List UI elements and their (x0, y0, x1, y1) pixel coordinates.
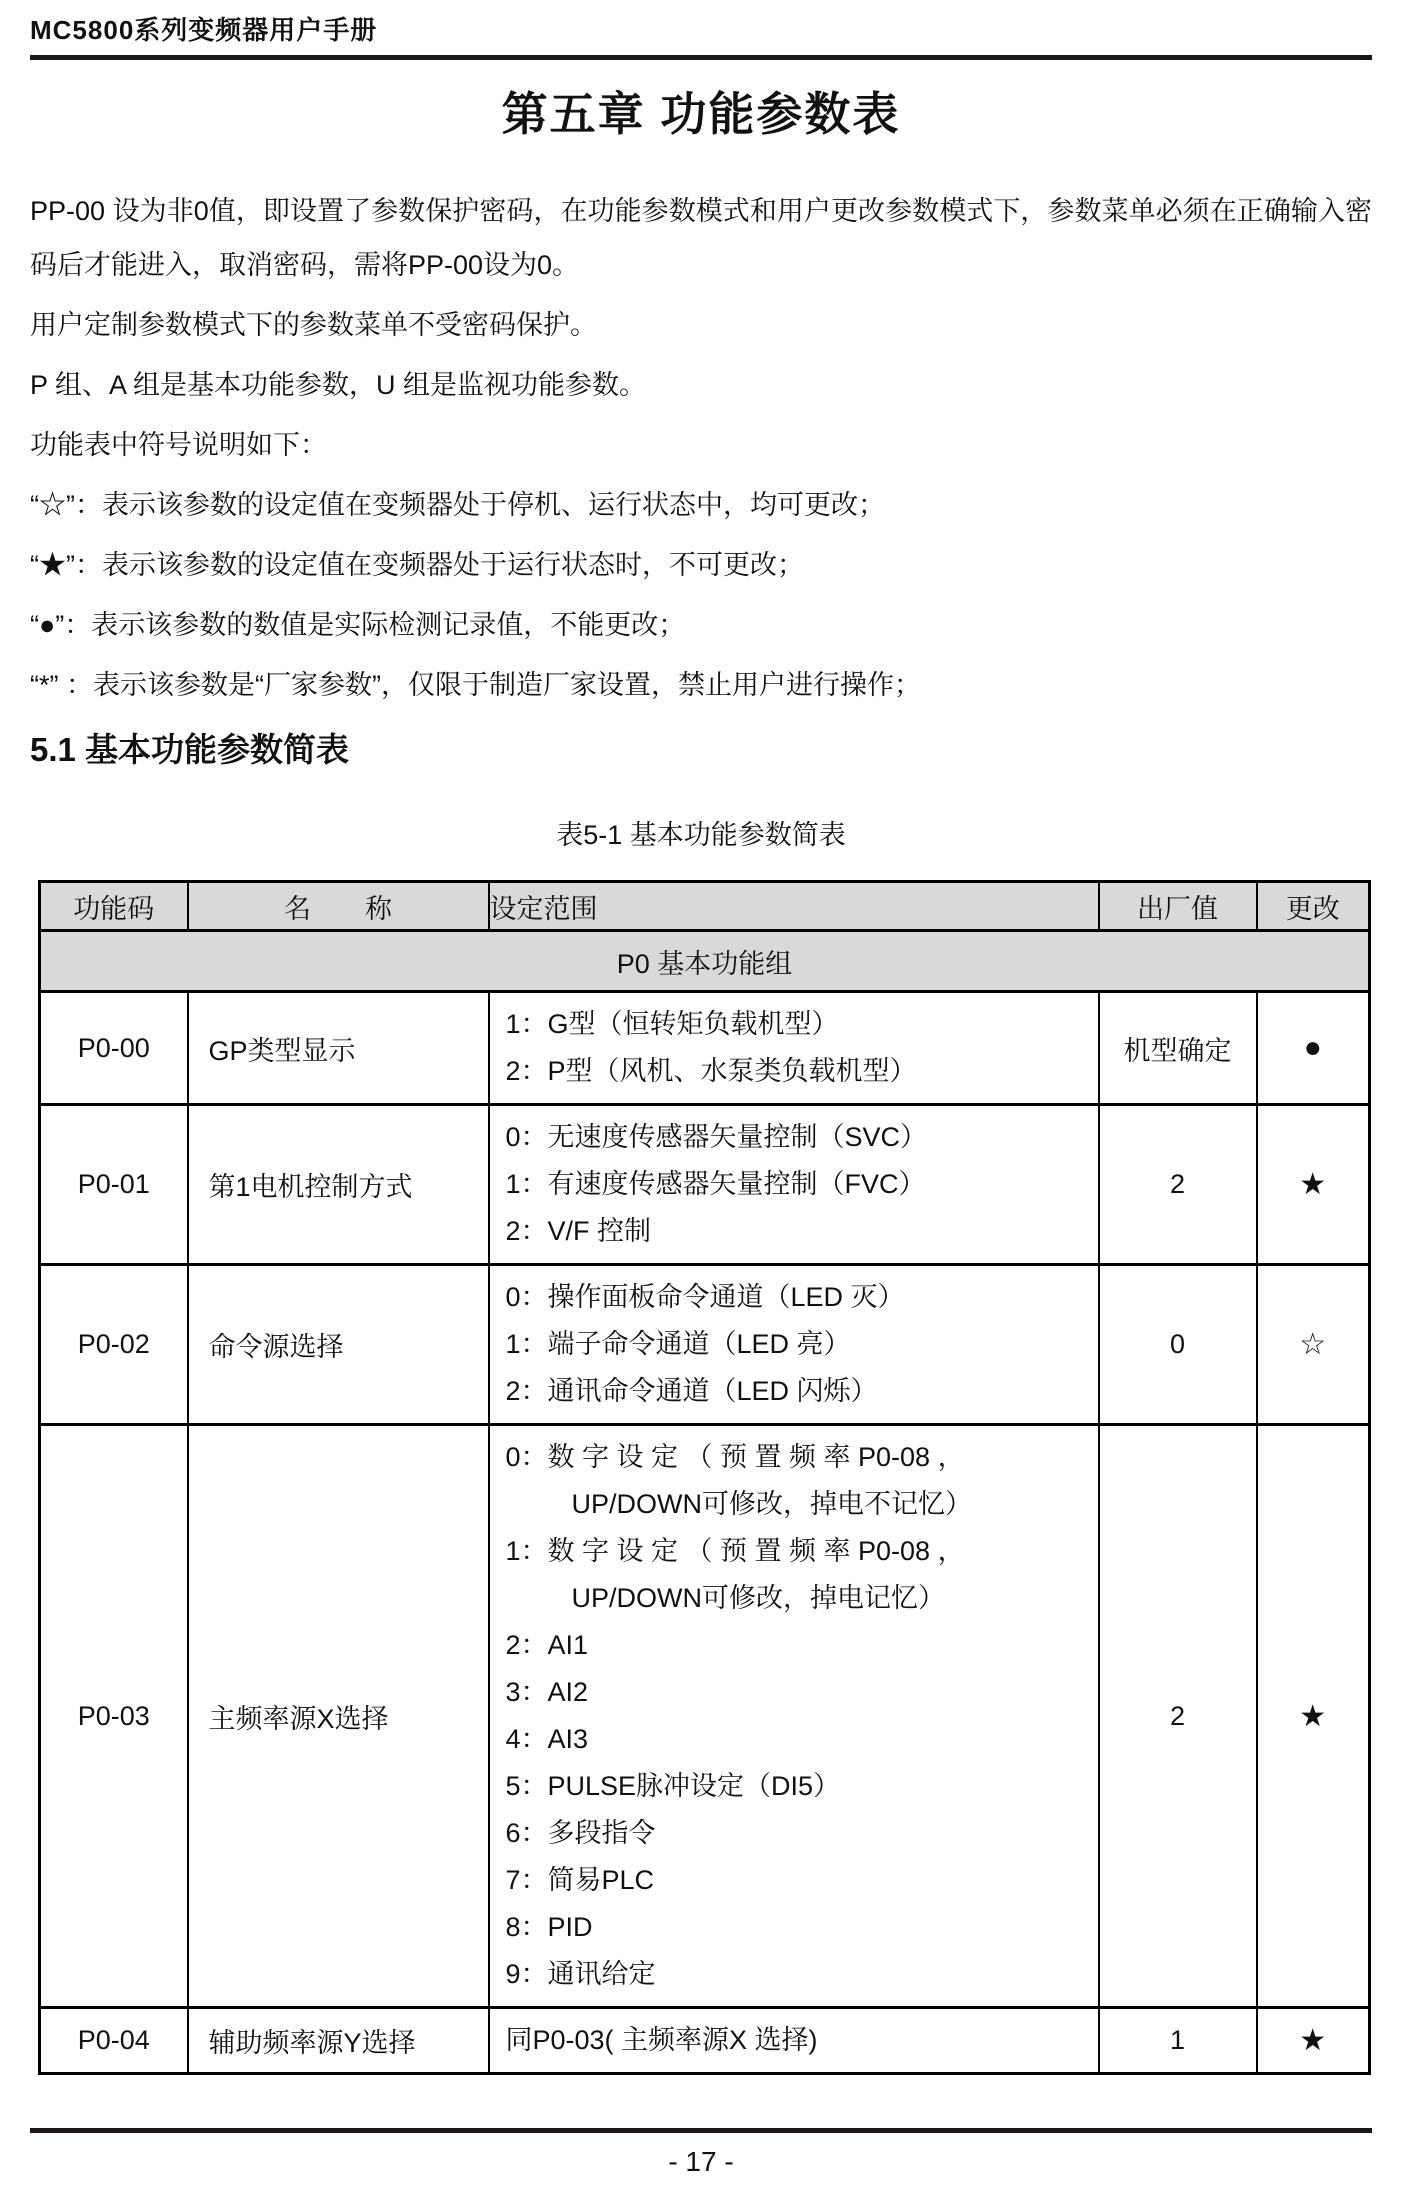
chapter-title: 第五章 功能参数表 (501, 88, 901, 140)
range-option-line: 1：端子命令通道（LED 亮） (505, 1329, 851, 1359)
paragraph: “●”：表示该参数的数值是实际检测记录值，不能更改； (30, 610, 686, 640)
change-flag-cell: ★ (1257, 1105, 1370, 1265)
doc-header-title: MC5800系列变频器用户手册 (30, 15, 378, 45)
intro-paragraphs (30, 184, 1372, 712)
range-option-line: 5：PULSE脉冲设定（DI5） (505, 1771, 841, 1801)
header-rule (30, 55, 1372, 60)
param-range-cell (489, 2008, 1099, 2074)
range-option-line: 2：V/F 控制 (505, 1216, 652, 1246)
change-flag-cell: ★ (1257, 2008, 1370, 2074)
table-row (40, 1425, 1370, 2008)
range-option-line: 9：通讯给定 (505, 1959, 656, 1989)
param-name-cell: 辅助频率源Y选择 (188, 2008, 489, 2074)
range-option-line: 6：多段指令 (505, 1818, 656, 1848)
range-option-line: 1：数 字 设 定 （ 预 置 频 率 P0-08 ， (505, 1536, 965, 1566)
change-flag-cell: ☆ (1257, 1265, 1370, 1425)
table-row (40, 1265, 1370, 1425)
range-option-line: 2：AI1 (505, 1630, 589, 1660)
paragraph: “☆”：表示该参数的设定值在变频器处于停机、运行状态中，均可更改； (30, 490, 885, 520)
default-value-cell: 0 (1099, 1265, 1257, 1425)
range-option-line: 8：PID (505, 1912, 593, 1942)
param-code-cell: P0-01 (40, 1105, 188, 1265)
param-code-cell: P0-02 (40, 1265, 188, 1425)
param-name-cell: 命令源选择 (188, 1265, 489, 1425)
column-header-code: 功能码 (40, 882, 188, 931)
change-flag-cell: ★ (1257, 1425, 1370, 2008)
range-option-line: 0：无速度传感器矢量控制（SVC） (505, 1122, 928, 1152)
change-flag-cell: ● (1257, 992, 1370, 1105)
default-value-cell: 2 (1099, 1105, 1257, 1265)
param-name-cell: 主频率源X选择 (188, 1425, 489, 2008)
param-code-cell: P0-03 (40, 1425, 188, 2008)
range-option-line: 同P0-03( 主频率源X 选择) (505, 2025, 818, 2055)
default-value-cell: 机型确定 (1099, 992, 1257, 1105)
default-value-cell: 2 (1099, 1425, 1257, 2008)
range-option-line: UP/DOWN可修改，掉电记忆） (571, 1583, 945, 1613)
param-range-cell (489, 1105, 1099, 1265)
table-caption: 表5-1 基本功能参数简表 (556, 820, 846, 850)
paragraph: 用户定制参数模式下的参数菜单不受密码保护。 (30, 310, 597, 340)
paragraph: PP-00 设为非0值，即设置了参数保护密码，在功能参数模式和用户更改参数模式下，参数菜单必须在正确输入密码后才能进入，取消密码，需将PP-00设为0。 (30, 196, 1372, 280)
range-option-line: 0：操作面板命令通道（LED 灭） (505, 1282, 905, 1312)
default-value-cell: 1 (1099, 2008, 1257, 2074)
table-header-row (40, 882, 1370, 931)
section-heading: 5.1 基本功能参数简表 (30, 731, 350, 768)
range-option-line: 7：简易PLC (505, 1865, 655, 1895)
column-header-name: 名 称 (188, 882, 489, 931)
paragraph: P 组、A 组是基本功能参数，U 组是监视功能参数。 (30, 370, 647, 400)
range-option-line: 1：有速度传感器矢量控制（FVC） (505, 1169, 926, 1199)
range-option-line: 1：G型（恒转矩负载机型） (505, 1009, 839, 1039)
paragraph: 功能表中符号说明如下： (30, 430, 327, 460)
param-name-cell: 第1电机控制方式 (188, 1105, 489, 1265)
table-row (40, 2008, 1370, 2074)
table-row (40, 1105, 1370, 1265)
range-option-line: 3：AI2 (505, 1677, 589, 1707)
group-header-label: P0 基本功能组 (40, 931, 1370, 992)
column-header-range: 设定范围 (489, 882, 1099, 931)
range-option-line: 0：数 字 设 定 （ 预 置 频 率 P0-08 ， (505, 1442, 965, 1472)
paragraph: “★”：表示该参数的设定值在变频器处于运行状态时，不可更改； (30, 550, 804, 580)
paragraph: “*” ：表示该参数是“厂家参数”，仅限于制造厂家设置，禁止用户进行操作； (30, 670, 921, 700)
param-range-cell (489, 1425, 1099, 2008)
table-row (40, 992, 1370, 1105)
footer-rule (30, 2128, 1372, 2133)
range-option-line: 2：通讯命令通道（LED 闪烁） (505, 1376, 878, 1406)
range-option-line: 4：AI3 (505, 1724, 589, 1754)
param-range-cell (489, 992, 1099, 1105)
param-name-cell: GP类型显示 (188, 992, 489, 1105)
column-header-default: 出厂值 (1099, 882, 1257, 931)
page-number: - 17 - (668, 2146, 734, 2177)
range-option-line: 2：P型（风机、水泵类负载机型） (505, 1056, 917, 1086)
param-code-cell: P0-04 (40, 2008, 188, 2074)
range-option-line: UP/DOWN可修改，掉电不记忆） (571, 1489, 972, 1519)
group-header-row (40, 931, 1370, 992)
param-range-cell (489, 1265, 1099, 1425)
column-header-change: 更改 (1257, 882, 1370, 931)
parameter-table (38, 880, 1371, 2075)
param-code-cell: P0-00 (40, 992, 188, 1105)
